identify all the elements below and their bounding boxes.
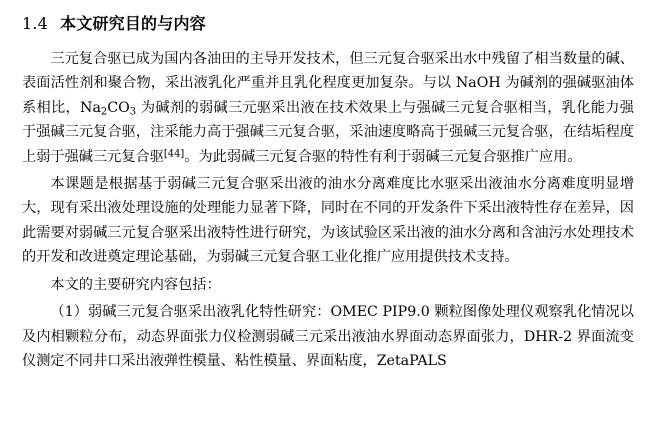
section-number: 1.4 [22,14,49,33]
paragraph: （1）弱碱三元复合驱采出液乳化特性研究：OMEC PIP9.0 颗粒图像处理仪观察乳化情况以及内相颗粒分布，动态界面张力仪检测弱碱三元采出液油水界面动态界面张力，DHR-2 界面流变仪测定不同井口采出液弹性模量、粘性模量、界面粘度，ZetaPALS [22,304,634,369]
paragraph: 三元复合驱已成为国内各油田的主导开发技术，但三元复合驱采出水中残留了相当数量的碱、表面活性剂和聚合物，采出液乳化严重并且乳化程度更加复杂。与以 NaOH 为碱剂的强碱驱油体系相比，$Na_2CO_3$ 为碱剂的弱碱三元驱采出液在技术效果上与强碱三元复合驱相当，乳化能力强于强碱三元复合驱，注采能力高于强碱三元复合驱，采油速度略高于强碱三元复合驱，在结垢程度上弱于强碱三元复合驱[44]。为此弱碱三元复合驱的特性有利于弱碱三元复合驱推广应用。 [22,50,634,165]
subscript: 2 [100,106,108,118]
body-text [22,47,634,374]
citation-superscript: [44] [163,148,185,160]
paragraph: 本课题是根据基于弱碱三元复合驱采出液的油水分离难度比水驱采出液油水分离难度明显增大，现有采出液处理设施的处理能力显著下降，同时在不同的开发条件下采出液特性存在差异，因此需要对弱碱三元复合驱采出液特性进行研究，为该试验区采出液的油水分离和含油污水处理技术的开发和改进奠定理论基础，为弱碱三元复合驱工业化推广应用提供技术支持。 [22,176,634,266]
paragraph: 本文的主要研究内容包括： [50,276,221,293]
subscript: 3 [129,106,137,118]
section-title: 本文研究目的与内容 [60,14,206,33]
section-heading [22,14,634,35]
